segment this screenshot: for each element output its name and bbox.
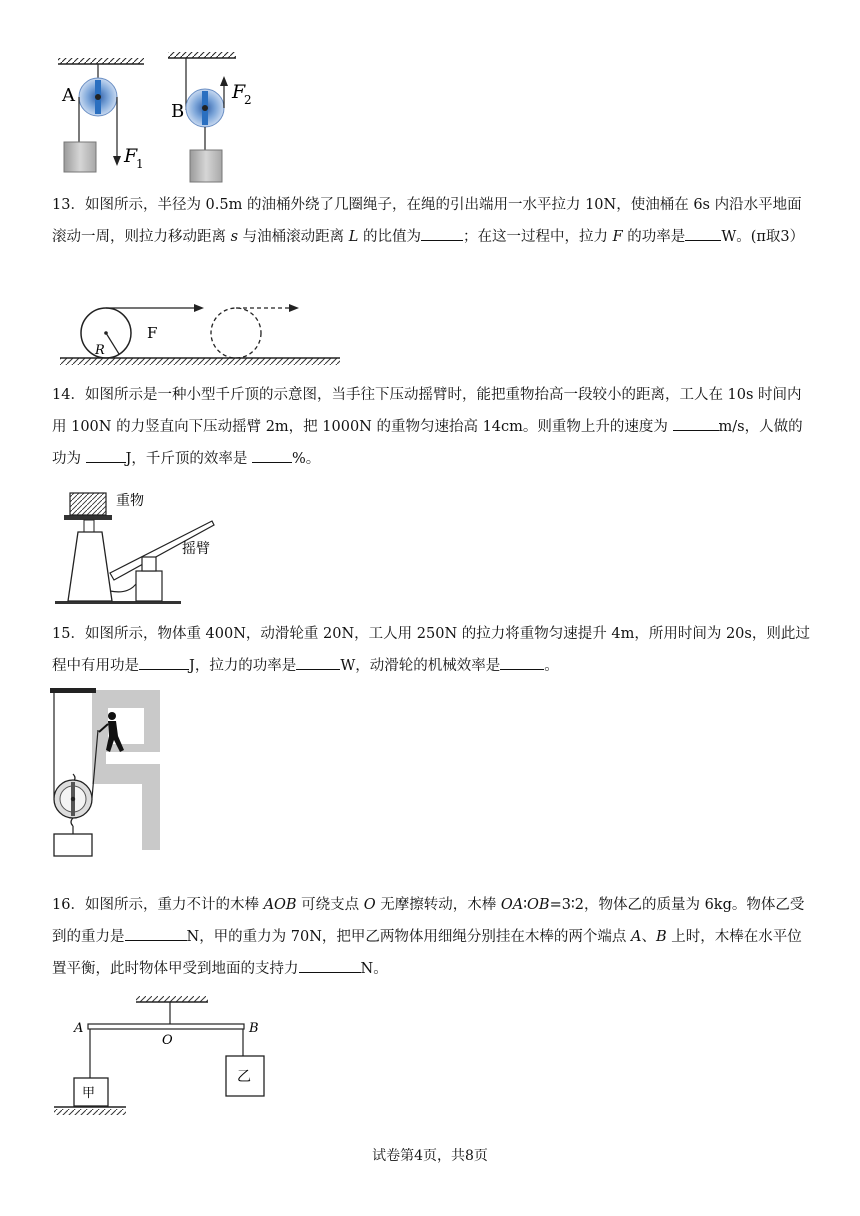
answer-blank[interactable] <box>252 446 292 463</box>
answer-blank[interactable] <box>86 446 126 463</box>
answer-blank[interactable] <box>296 653 340 670</box>
question-15: 15．如图所示，物体重 400N，动滑轮重 20N，工人用 250N 的拉力将重物匀速提升 4m，所用时间为 20s，则此过程中有用功是 J，拉力的功率是 W，动滑轮的机械效率是 。 <box>52 626 810 674</box>
page-footer: 试卷第4页，共8页 <box>372 1148 488 1164</box>
jack-figure <box>52 485 222 607</box>
force-1-sub: 1 <box>136 157 144 171</box>
answer-blank[interactable] <box>125 924 187 941</box>
oil-barrel-figure <box>55 298 345 368</box>
force-2-label: F <box>232 81 246 103</box>
force-label: F <box>147 324 158 342</box>
arm-label: 摇臂 <box>182 541 210 557</box>
answer-blank[interactable] <box>500 653 544 670</box>
question-13: 13．如图所示，半径为 0.5m 的油桶外绕了几圈绳子，在绳的引出端用一水平拉力 10N，使油桶在 6s 内沿水平地面滚动一周，则拉力移动距离 s 与油桶滚动距离 L 的比值为 ；在这一过程中，拉力 F 的功率是 W。(π取3） <box>52 197 805 245</box>
force-2-sub: 2 <box>244 93 252 107</box>
question-14: 14．如图所示是一种小型千斤顶的示意图，当手往下压动摇臂时，能把重物抬高一段较小的距离，工人在 10s 时间内用 100N 的力竖直向下压动摇臂 2m，把 1000N 的重物匀速抬高 14cm。则重物上升的速度为 m/s，人做的功为 J，千斤顶的效率是 %。 <box>52 387 803 467</box>
radius-label: R <box>95 343 105 358</box>
pulley-b-label: B <box>171 101 185 122</box>
question-16: 16．如图所示，重力不计的木棒 AOB 可绕支点 O 无摩擦转动，木棒 OA∶OB=3∶2，物体乙的质量为 6kg。物体乙受到的重力是 N，甲的重力为 70N，把甲乙两物体用细绳分别挂在木棒的两个端点 A、B 上时，木棒在水平位置平衡，此时物体甲受到地面的支持力 N。 <box>52 897 805 977</box>
answer-blank[interactable] <box>673 414 719 431</box>
weight-label: 重物 <box>116 493 144 509</box>
lever-point-b: B <box>249 1021 259 1036</box>
worker-pulley-figure <box>46 686 166 858</box>
object-yi-label: 乙 <box>237 1069 251 1085</box>
answer-blank[interactable] <box>299 956 361 973</box>
pulley-a-label: A <box>62 85 75 106</box>
lever-point-o: O <box>162 1033 173 1048</box>
object-jia-label: 甲 <box>82 1086 96 1101</box>
lever-point-a: A <box>74 1021 84 1036</box>
force-1-label: F <box>124 145 138 167</box>
lever-figure <box>50 990 280 1116</box>
pulley-figure <box>50 50 270 190</box>
answer-blank[interactable] <box>685 224 721 241</box>
answer-blank[interactable] <box>421 224 463 241</box>
answer-blank[interactable] <box>139 653 189 670</box>
